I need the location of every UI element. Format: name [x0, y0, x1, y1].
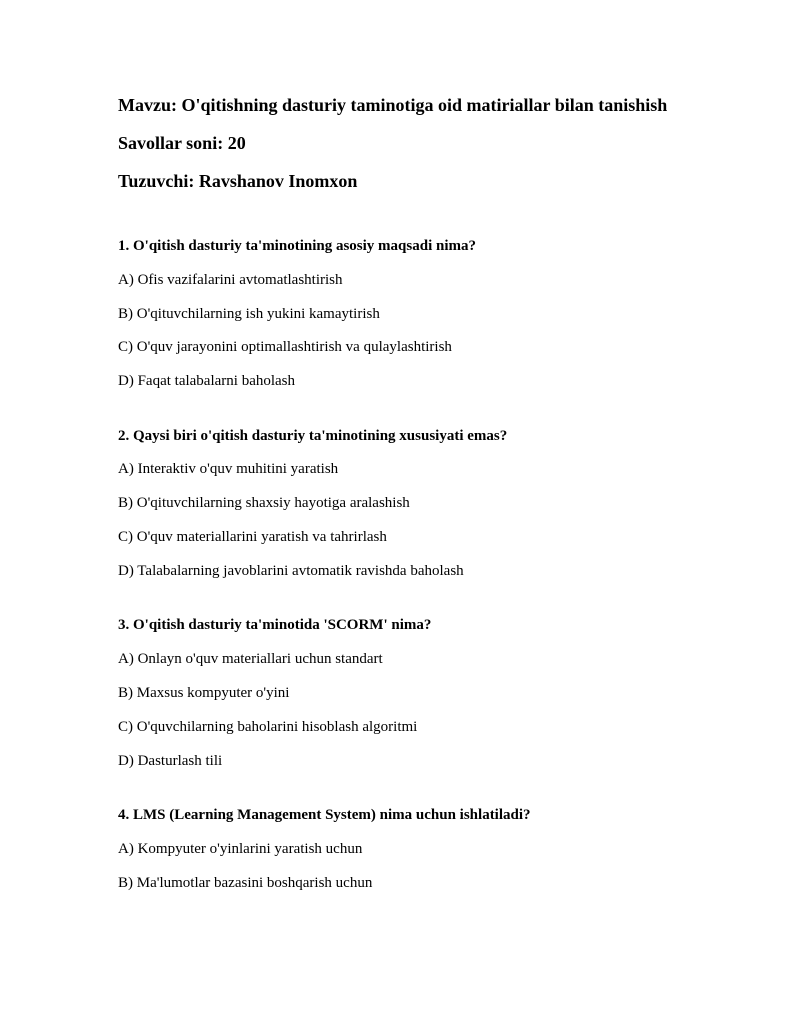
- question-3: [118, 615, 778, 770]
- answer-option-c: C) O'quv jarayonini optimallashtirish va qulaylashtirish: [118, 339, 452, 356]
- answer-option-b: B) O'qituvchilarning shaxsiy hayotiga aralashish: [118, 495, 410, 512]
- answer-option-c: C) O'quv materiallarini yaratish va tahrirlash: [118, 529, 387, 546]
- author-heading: Tuzuvchi: Ravshanov Inomxon: [118, 171, 358, 191]
- question-title: 2. Qaysi biri o'qitish dasturiy ta'minotining xususiyati emas?: [118, 427, 508, 444]
- question-1: [118, 236, 778, 391]
- answer-option-a: A) Onlayn o'quv materiallari uchun standart: [118, 651, 383, 668]
- question-title: 3. O'qitish dasturiy ta'minotida 'SCORM' nima?: [118, 617, 432, 634]
- answer-option-d: D) Dasturlash tili: [118, 752, 223, 769]
- question-count-heading: Savollar soni: 20: [118, 133, 246, 153]
- answer-option-b: B) O'qituvchilarning ish yukini kamaytirish: [118, 305, 380, 322]
- answer-option-a: A) Kompyuter o'yinlarini yaratish uchun: [118, 840, 363, 857]
- question-4: [118, 805, 778, 893]
- answer-option-c: C) O'quvchilarning baholarini hisoblash algoritmi: [118, 718, 418, 735]
- document-header: [118, 92, 778, 206]
- question-list: [118, 236, 778, 927]
- question-title: 1. O'qitish dasturiy ta'minotining asosiy maqsadi nima?: [118, 238, 476, 254]
- answer-option-b: B) Ma'lumotlar bazasini boshqarish uchun: [118, 874, 373, 891]
- answer-option-d: D) Talabalarning javoblarini avtomatik ravishda baholash: [118, 562, 464, 579]
- answer-option-d: D) Faqat talabalarni baholash: [118, 373, 296, 390]
- answer-option-a: A) Ofis vazifalarini avtomatlashtirish: [118, 271, 343, 288]
- answer-option-b: B) Maxsus kompyuter o'yini: [118, 684, 290, 701]
- question-2: [118, 426, 778, 581]
- question-title: 4. LMS (Learning Management System) nima uchun ishlatiladi?: [118, 807, 531, 824]
- topic-heading: Mavzu: O'qitishning dasturiy taminotiga oid matiriallar bilan tanishish: [118, 95, 668, 115]
- answer-option-a: A) Interaktiv o'quv muhitini yaratish: [118, 461, 339, 478]
